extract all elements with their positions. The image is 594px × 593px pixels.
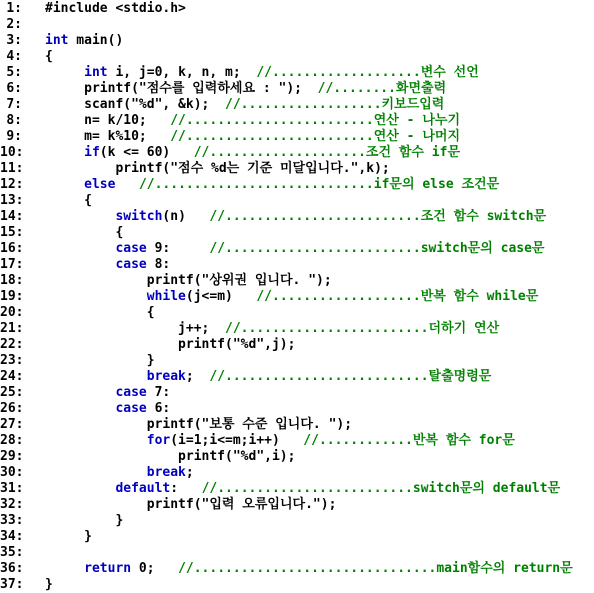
line-text[interactable] xyxy=(45,81,594,97)
line-number: 19: xyxy=(0,289,24,304)
code-token: (i=1;i<=m;i++) xyxy=(170,433,304,448)
code-line[interactable] xyxy=(0,321,594,337)
code-line[interactable] xyxy=(0,129,594,145)
line-gutter xyxy=(22,481,45,497)
line-gutter xyxy=(22,337,45,353)
line-number: 8: xyxy=(6,113,22,128)
line-gutter xyxy=(22,161,45,177)
line-gutter xyxy=(22,513,45,529)
keyword-token: case xyxy=(115,385,147,400)
keyword-token: int xyxy=(45,33,69,48)
line-gutter xyxy=(22,241,45,257)
comment-token: //..................키보드입력 xyxy=(225,97,445,112)
code-token: } xyxy=(45,353,155,368)
code-line[interactable] xyxy=(0,225,594,241)
code-token: } xyxy=(45,513,124,528)
line-gutter xyxy=(22,209,45,225)
line-text[interactable] xyxy=(45,209,594,225)
keyword-token: int xyxy=(84,65,108,80)
line-number: 7: xyxy=(6,97,22,112)
line-text[interactable] xyxy=(45,401,594,417)
line-text[interactable] xyxy=(45,289,594,305)
line-number: 34: xyxy=(0,529,24,544)
comment-token: //............반복 함수 for문 xyxy=(303,433,515,448)
comment-token: //..........................탈출명령문 xyxy=(209,369,492,384)
code-token: : xyxy=(170,481,202,496)
comment-token: //....................조건 함수 if문 xyxy=(193,145,461,160)
line-text[interactable] xyxy=(45,33,594,49)
code-token xyxy=(45,401,115,416)
line-gutter xyxy=(22,1,45,17)
line-gutter xyxy=(22,49,45,65)
line-number: 9: xyxy=(6,129,22,144)
code-line[interactable] xyxy=(0,257,594,273)
line-text[interactable] xyxy=(45,465,594,481)
line-number: 22: xyxy=(0,337,24,352)
code-line[interactable] xyxy=(0,481,594,497)
line-text[interactable] xyxy=(45,497,594,513)
code-line[interactable] xyxy=(0,209,594,225)
line-gutter xyxy=(22,369,45,385)
code-token: { xyxy=(45,225,124,240)
code-token: j++; xyxy=(45,321,226,336)
keyword-token: case xyxy=(115,241,147,256)
line-number: 36: xyxy=(0,561,24,576)
line-text[interactable] xyxy=(45,449,594,465)
line-number: 1: xyxy=(6,1,22,16)
code-line[interactable] xyxy=(0,545,594,561)
keyword-token: else xyxy=(84,177,116,192)
line-number: 28: xyxy=(0,433,24,448)
line-gutter xyxy=(22,401,45,417)
code-token xyxy=(45,241,115,256)
line-number: 16: xyxy=(0,241,24,256)
line-number: 32: xyxy=(0,497,24,512)
code-token xyxy=(45,209,115,224)
line-text[interactable] xyxy=(45,529,594,545)
line-text[interactable] xyxy=(45,1,594,17)
code-token xyxy=(45,465,147,480)
code-line[interactable] xyxy=(0,81,594,97)
code-line[interactable] xyxy=(0,33,594,49)
line-text[interactable] xyxy=(45,49,594,65)
line-text[interactable] xyxy=(45,561,594,577)
keyword-token: default xyxy=(115,481,171,496)
line-gutter xyxy=(22,289,45,305)
line-text[interactable] xyxy=(45,161,594,177)
code-token xyxy=(45,561,84,576)
line-number: 10: xyxy=(0,145,24,160)
line-number: 23: xyxy=(0,353,24,368)
code-line[interactable] xyxy=(0,145,594,161)
line-text[interactable] xyxy=(45,129,594,145)
code-token xyxy=(45,433,147,448)
line-text[interactable] xyxy=(45,273,594,289)
code-token: (j<=m) xyxy=(185,289,257,304)
code-line[interactable] xyxy=(0,353,594,369)
code-token xyxy=(45,177,84,192)
line-number: 21: xyxy=(0,321,24,336)
code-token: m= k%10; xyxy=(45,129,171,144)
code-token: printf("상위권 입니다. "); xyxy=(45,273,332,288)
line-text[interactable] xyxy=(45,321,594,337)
code-token: printf("보통 수준 입니다. "); xyxy=(45,417,353,432)
line-text[interactable] xyxy=(45,513,594,529)
comment-token: //........................더하기 연산 xyxy=(225,321,500,336)
code-line[interactable] xyxy=(0,161,594,177)
line-gutter xyxy=(22,129,45,145)
code-token xyxy=(45,289,147,304)
code-token: 6: xyxy=(146,401,171,416)
line-number: 25: xyxy=(0,385,24,400)
code-token: (n) xyxy=(162,209,210,224)
line-gutter xyxy=(22,145,45,161)
line-number: 17: xyxy=(0,257,24,272)
code-token: printf("점수를 입력하세요 : "); xyxy=(45,81,318,96)
code-token: scanf("%d", &k); xyxy=(45,97,226,112)
comment-token: //...................변수 선언 xyxy=(256,65,479,80)
line-gutter xyxy=(22,97,45,113)
code-line[interactable] xyxy=(0,17,594,33)
line-text[interactable] xyxy=(45,369,594,385)
code-line[interactable] xyxy=(0,97,594,113)
code-token: 9: xyxy=(146,241,210,256)
line-number: 14: xyxy=(0,209,24,224)
line-number: 20: xyxy=(0,305,24,320)
code-token: printf("점수 %d는 기준 미달입니다.",k); xyxy=(45,161,390,176)
line-text[interactable] xyxy=(45,577,594,593)
code-line[interactable] xyxy=(0,577,594,593)
line-gutter xyxy=(22,17,45,33)
line-text[interactable] xyxy=(45,193,594,209)
code-token: ; xyxy=(185,369,210,384)
code-line[interactable] xyxy=(0,497,594,513)
code-line[interactable] xyxy=(0,289,594,305)
line-gutter xyxy=(22,321,45,337)
code-token: i, j=0, k, n, m; xyxy=(107,65,257,80)
line-text[interactable] xyxy=(45,65,594,81)
code-line[interactable] xyxy=(0,513,594,529)
comment-token: //.........................switch문의 case문 xyxy=(209,241,545,256)
code-token: printf("%d",j); xyxy=(45,337,296,352)
keyword-token: break xyxy=(146,465,186,480)
line-gutter xyxy=(22,545,45,561)
comment-token: //.........................switch문의 default문 xyxy=(201,481,561,496)
line-text[interactable] xyxy=(45,241,594,257)
comment-token: //...............................main함수의 return문 xyxy=(178,561,573,576)
keyword-token: case xyxy=(115,401,147,416)
keyword-token: for xyxy=(146,433,171,448)
line-number: 4: xyxy=(6,49,22,64)
code-line[interactable] xyxy=(0,465,594,481)
line-gutter xyxy=(22,81,45,97)
line-number: 31: xyxy=(0,481,24,496)
code-token: (k <= 60) xyxy=(99,145,194,160)
code-token: { xyxy=(45,49,53,64)
line-text[interactable] xyxy=(45,177,594,193)
line-number: 35: xyxy=(0,545,24,560)
line-gutter xyxy=(22,417,45,433)
code-line[interactable] xyxy=(0,241,594,257)
code-token: } xyxy=(45,529,92,544)
code-line[interactable] xyxy=(0,113,594,129)
line-gutter xyxy=(22,177,45,193)
line-gutter xyxy=(22,225,45,241)
line-text[interactable] xyxy=(45,257,594,273)
line-gutter xyxy=(22,529,45,545)
line-text[interactable] xyxy=(45,353,594,369)
code-line[interactable] xyxy=(0,417,594,433)
code-line[interactable] xyxy=(0,529,594,545)
keyword-token: while xyxy=(146,289,186,304)
line-number: 33: xyxy=(0,513,24,528)
code-token: printf("%d",i); xyxy=(45,449,296,464)
code-line[interactable] xyxy=(0,305,594,321)
code-token xyxy=(45,257,115,272)
line-gutter xyxy=(22,465,45,481)
line-number: 30: xyxy=(0,465,24,480)
line-gutter xyxy=(22,273,45,289)
code-line[interactable] xyxy=(0,433,594,449)
line-text[interactable] xyxy=(45,433,594,449)
line-gutter xyxy=(22,561,45,577)
line-number: 37: xyxy=(0,577,24,592)
code-line[interactable] xyxy=(0,1,594,17)
code-token: n= k/10; xyxy=(45,113,171,128)
line-text[interactable] xyxy=(45,305,594,321)
line-number: 24: xyxy=(0,369,24,384)
line-gutter xyxy=(22,257,45,273)
code-line[interactable] xyxy=(0,401,594,417)
code-token: { xyxy=(45,305,155,320)
code-token: main() xyxy=(68,33,124,48)
line-number: 15: xyxy=(0,225,24,240)
line-text[interactable] xyxy=(45,17,594,33)
comment-token: //...................반복 함수 while문 xyxy=(256,289,539,304)
line-gutter xyxy=(22,65,45,81)
comment-token: //........................연산 - 나머지 xyxy=(170,129,460,144)
line-gutter xyxy=(22,497,45,513)
line-gutter xyxy=(22,113,45,129)
code-line[interactable] xyxy=(0,273,594,289)
code-line[interactable] xyxy=(0,385,594,401)
code-line[interactable] xyxy=(0,449,594,465)
code-line[interactable] xyxy=(0,49,594,65)
line-number: 2: xyxy=(6,17,22,32)
code-token xyxy=(45,481,115,496)
line-number: 11: xyxy=(0,161,24,176)
line-number: 13: xyxy=(0,193,24,208)
code-token: } xyxy=(45,577,53,592)
comment-token: //........................연산 - 나누기 xyxy=(170,113,460,128)
line-text[interactable] xyxy=(45,417,594,433)
code-token: ; xyxy=(185,465,194,480)
line-text[interactable] xyxy=(45,545,594,561)
line-text[interactable] xyxy=(45,113,594,129)
line-text[interactable] xyxy=(45,337,594,353)
comment-token: //.........................조건 함수 switch문 xyxy=(209,209,547,224)
code-line[interactable] xyxy=(0,193,594,209)
keyword-token: break xyxy=(146,369,186,384)
keyword-token: if xyxy=(84,145,100,160)
code-token xyxy=(115,177,138,192)
preprocessor-token: #include <stdio.h> xyxy=(45,1,186,16)
line-text[interactable] xyxy=(45,145,594,161)
code-token: 0; xyxy=(131,561,179,576)
line-gutter xyxy=(22,385,45,401)
line-gutter xyxy=(22,353,45,369)
code-line[interactable] xyxy=(0,177,594,193)
code-line[interactable] xyxy=(0,337,594,353)
comment-token: //........화면출력 xyxy=(317,81,447,96)
keyword-token: case xyxy=(115,257,147,272)
line-gutter xyxy=(22,33,45,49)
code-line[interactable] xyxy=(0,369,594,385)
code-line[interactable] xyxy=(0,65,594,81)
line-gutter xyxy=(22,577,45,593)
code-token xyxy=(45,145,84,160)
line-number: 26: xyxy=(0,401,24,416)
line-gutter xyxy=(22,305,45,321)
code-token: 7: xyxy=(146,385,171,400)
line-text[interactable] xyxy=(45,481,594,497)
code-token xyxy=(45,385,115,400)
code-token xyxy=(45,65,84,80)
line-number: 5: xyxy=(6,65,22,80)
code-token: 8: xyxy=(146,257,171,272)
keyword-token: return xyxy=(84,561,132,576)
line-gutter xyxy=(22,449,45,465)
keyword-token: switch xyxy=(115,209,163,224)
line-number: 18: xyxy=(0,273,24,288)
line-number: 3: xyxy=(6,33,22,48)
line-number: 29: xyxy=(0,449,24,464)
code-token: { xyxy=(45,193,92,208)
line-text[interactable] xyxy=(45,225,594,241)
comment-token: //............................if문의 else 조건문 xyxy=(138,177,500,192)
line-number: 6: xyxy=(6,81,22,96)
code-token: printf("입력 오류입니다."); xyxy=(45,497,337,512)
line-number: 12: xyxy=(0,177,24,192)
line-text[interactable] xyxy=(45,97,594,113)
code-token xyxy=(45,369,147,384)
line-gutter xyxy=(22,433,45,449)
line-text[interactable] xyxy=(45,385,594,401)
code-line[interactable] xyxy=(0,561,594,577)
line-number: 27: xyxy=(0,417,24,432)
line-gutter xyxy=(22,193,45,209)
